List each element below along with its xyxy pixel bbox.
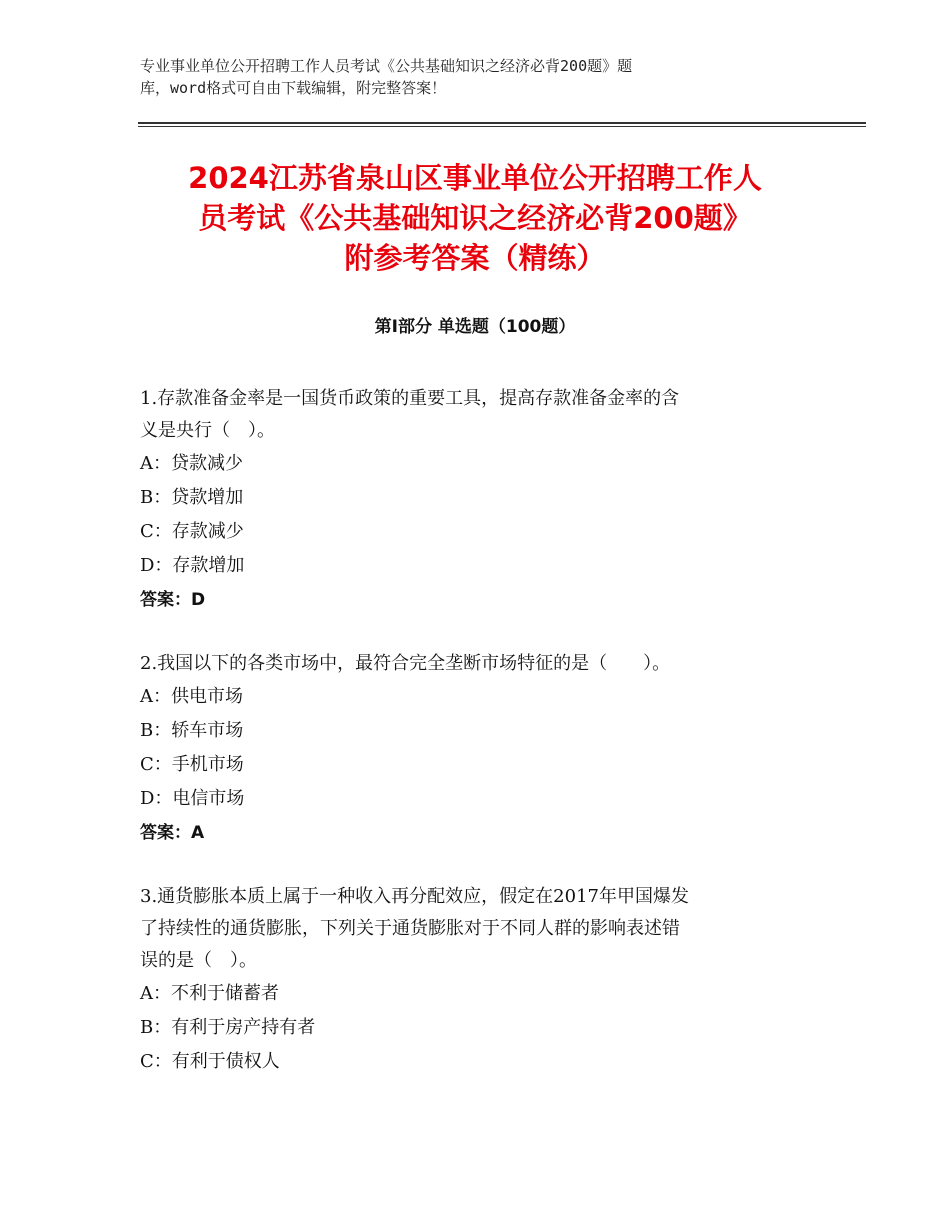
option-a: A：贷款减少: [140, 453, 243, 474]
header-divider-thick: [138, 122, 866, 124]
option-a: A：供电市场: [140, 686, 243, 707]
answer-label: 答案：A: [140, 823, 205, 843]
option-d: D：存款增加: [140, 555, 245, 576]
option-b: B：贷款增加: [140, 487, 244, 508]
header-note-line-1: 专业事业单位公开招聘工作人员考试《公共基础知识之经济必背200题》题: [140, 57, 633, 75]
question-stem-line: 误的是（ ）。: [140, 950, 257, 971]
option-c: C：手机市场: [140, 754, 244, 775]
answer-label: 答案：D: [140, 590, 206, 610]
option-c: C：存款减少: [140, 521, 244, 542]
question-stem-line: 了持续性的通货膨胀，下列关于通货膨胀对于不同人群的影响表述错: [140, 918, 680, 939]
document-header-note: [140, 55, 780, 99]
header-divider-thin: [138, 126, 866, 127]
question-1: [140, 383, 820, 617]
title-line-1: 2024江苏省泉山区事业单位公开招聘工作人: [188, 161, 762, 195]
title-line-2: 员考试《公共基础知识之经济必背200题》: [198, 201, 752, 235]
section-heading: 第Ⅰ部分 单选题（100题）: [374, 317, 576, 337]
document-title: [100, 158, 850, 278]
question-2: [140, 648, 820, 850]
option-c: C：有利于债权人: [140, 1051, 280, 1072]
header-note-line-2: 库，word格式可自由下载编辑，附完整答案！: [140, 79, 447, 97]
option-b: B：有利于房产持有者: [140, 1017, 316, 1038]
option-a: A：不利于储蓄者: [140, 983, 279, 1004]
question-stem-line: 2.我国以下的各类市场中，最符合完全垄断市场特征的是（ ）。: [140, 653, 671, 674]
question-stem-line: 义是央行（ ）。: [140, 420, 275, 441]
option-d: D：电信市场: [140, 788, 245, 809]
question-stem-line: 1.存款准备金率是一国货币政策的重要工具，提高存款准备金率的含: [140, 388, 680, 409]
title-line-3: 附参考答案（精练）: [344, 241, 606, 275]
question-3: [140, 881, 820, 1079]
question-list: [140, 383, 820, 1110]
option-b: B：轿车市场: [140, 720, 244, 741]
question-stem-line: 3.通货膨胀本质上属于一种收入再分配效应，假定在2017年甲国爆发: [140, 886, 689, 907]
